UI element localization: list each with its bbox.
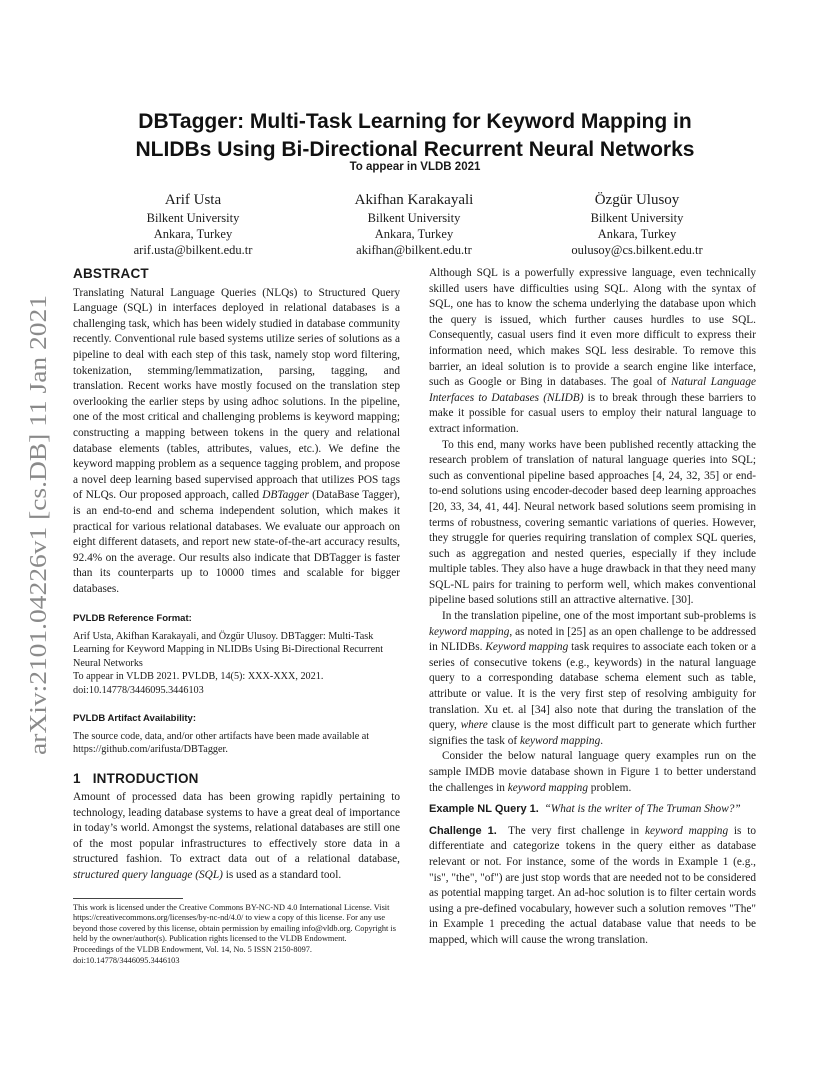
arxiv-side-text: arXiv:2101.04226v1 [cs.DB] 11 Jan 2021 xyxy=(25,344,52,755)
author-email: oulusoy@cs.bilkent.edu.tr xyxy=(571,243,703,257)
artifact-heading: PVLDB Artifact Availability: xyxy=(73,713,196,725)
paper-subtitle: To appear in VLDB 2021 xyxy=(349,161,481,173)
reference-format-text: Arif Usta, Akifhan Karakayali, and Özgür Ulusoy. DBTagger: Multi-Task Learning for Keyword Mapping in NLIDBs Using Bi-Directional Recurrent Neural Networks To appear in VLDB 2021. PVLDB, 14(5): XXX-XXX, 2021. doi:10.14778/3446095.3446103 xyxy=(73,631,384,696)
intro-paragraph-1: Although SQL is a powerfully expressive language, even technically skilled users have difficulties using SQL. Along with the syntax of SQL, one has to know the schema underlying the database upon which the query is issued, which further causes hurdles to use SQL. Consequently, casual users find it even more difficult to express their information need, which makes SQL less desirable. To remove this barrier, an ideal solution is to provide a search engine like interface, such as Google or Bing in databases. The goal of Natural Language Interfaces to Databases (NLIDB) is to break through these barriers to make it possible for casual users to employ their natural language to extract information. xyxy=(429,267,756,435)
author-email: arif.usta@bilkent.edu.tr xyxy=(133,243,253,257)
author-location: Ankara, Turkey xyxy=(597,227,677,241)
author-affiliation: Bilkent University xyxy=(590,211,684,225)
title-line-2: NLIDBs Using Bi-Directional Recurrent Neural Networks xyxy=(135,138,695,161)
author-location: Ankara, Turkey xyxy=(153,227,233,241)
example-query: Example NL Query 1. “What is the writer of The Truman Show?” xyxy=(429,803,741,816)
doi-footnote: doi:10.14778/3446095.3446103 xyxy=(73,955,180,965)
author-affiliation: Bilkent University xyxy=(367,211,461,225)
author-name: Özgür Ulusoy xyxy=(594,192,680,208)
author-affiliation: Bilkent University xyxy=(146,211,240,225)
author-block-3 xyxy=(527,190,747,258)
introduction-heading: 1 INTRODUCTION xyxy=(73,770,199,786)
author-email: akifhan@bilkent.edu.tr xyxy=(356,243,472,257)
author-name: Arif Usta xyxy=(164,192,222,208)
abstract-heading: ABSTRACT xyxy=(73,266,149,281)
challenge-paragraph: Challenge 1. The very first challenge in keyword mapping is to differentiate and categorize tokens in the query either as database relevant or not. For instance, some of the words in Example 1 (e.g., "is", "the", "of") are just stop words that are needed not to be considered as potential mapping target. An ad-hoc solution is to filter certain words using a pre-defined vocabulary, however such a solution removes "The" in Example 1 preceding the actual database value that needs to be mapped, which will cause the wrong translation. xyxy=(429,824,756,946)
reference-format-heading: PVLDB Reference Format: xyxy=(73,613,192,625)
left-column xyxy=(73,266,400,966)
license-footnote: This work is licensed under the Creative Commons BY-NC-ND 4.0 International License. Visit https://creativecommons.org/licenses/by-nc-nd/4.0/ to view a copy of this license. For any use beyond those covered by this license, obtain permission by emailing info@vldb.org. Copyright is held by the owner/author(s). Publication rights licensed to the VLDB Endowment. xyxy=(73,902,396,944)
author-location: Ankara, Turkey xyxy=(374,227,454,241)
author-block-1 xyxy=(83,190,303,258)
paper-title xyxy=(80,108,750,164)
abstract-text: Translating Natural Language Queries (NLQs) to Structured Query Language (SQL) in interfaces deployed in relational databases is a challenging task, which has been widely studied in database community recently. Conventional rule based systems utilize series of solutions as a pipeline to deal with each step of this task, namely stop word filtering, tokenization, stemming/lemmatization, parsing, tagging, and translation. Recent works have mostly focused on the translation step overlooking the earlier steps by using adhoc solutions. In the pipeline, one of the most critical and challenging problems is keyword mapping; constructing a mapping between tokens in the query and relational database elements (tables, attributes, values, etc.). We define the keyword mapping problem as a sequence tagging problem, and propose a novel deep learning based supervised approach that utilizes POS tags of NLQs. Our proposed approach, called DBTagger (DataBase Tagger), is an end-to-end and schema independent solution, which makes it practical for various relational databases. We evaluate our approach on eight different datasets, and report new state-of-the-art accuracy results, 92.4% on the average. Our results also indicate that DBTagger is faster than its counterparts up to 10000 times and scalable for bigger databases. xyxy=(73,286,400,595)
proceedings-footnote: Proceedings of the VLDB Endowment, Vol. 14, No. 5 ISSN 2150-8097. xyxy=(73,945,312,955)
artifact-text: The source code, data, and/or other artifacts have been made available at https://github.com/arifusta/DBTagger. xyxy=(73,730,370,756)
title-line-1: DBTagger: Multi-Task Learning for Keyword Mapping in xyxy=(138,110,692,133)
arxiv-side-identifier xyxy=(16,290,56,760)
footnote-rule xyxy=(73,898,183,899)
intro-paragraph-4: Consider the below natural language query examples run on the sample IMDB movie database shown in Figure 1 to better understand the challenges in keyword mapping problem. xyxy=(429,750,756,794)
intro-paragraph-2: To this end, many works have been published recently attacking the research problem of translation of natural language queries into SQL; such as conventional pipeline based approaches [4, 24, 32, 35] or end-to-end solutions using encoder-decoder based deep learning approaches [20, 33, 34, 41, 44]. Neural network based solutions seem promising in terms of robustness, covering semantic variations of queries. However, they struggle for queries requiring translation of complex SQL queries, such as aggregation and nested queries, especially if they include multiple tables. They also have a huge drawback in that they need many SQL-NL pairs for training to perform well, which makes conventional pipeline based solutions still an attractive alternative. [30]. xyxy=(429,438,756,607)
introduction-text: Amount of processed data has been growing rapidly pertaining to technology, leading database systems to have a great deal of importance in today’s world. Amongst the systems, relational databases are still one of the most popular infrastructures to effectively store data in a structured fashion. To extract data out of a relational database, structured query language (SQL) is used as a standard tool. xyxy=(73,791,400,882)
intro-paragraph-3: In the translation pipeline, one of the most important sub-problems is keyword mapping, as noted in [25] as an open challenge to be addressed in NLIDBs. Keyword mapping task requires to associate each token or a series of consecutive tokens (e.g., keywords) in the natural language query to a corresponding database schema element such as table, attribute or value. It is the very first step of resolving ambiguity for translation. Xu et. al [34] also note that during the translation of the query, where clause is the most difficult part to generate which further signifies the task of keyword mapping. xyxy=(429,610,757,747)
author-name: Akifhan Karakayali xyxy=(354,192,474,208)
author-block-2 xyxy=(304,190,524,258)
right-column xyxy=(429,266,756,949)
